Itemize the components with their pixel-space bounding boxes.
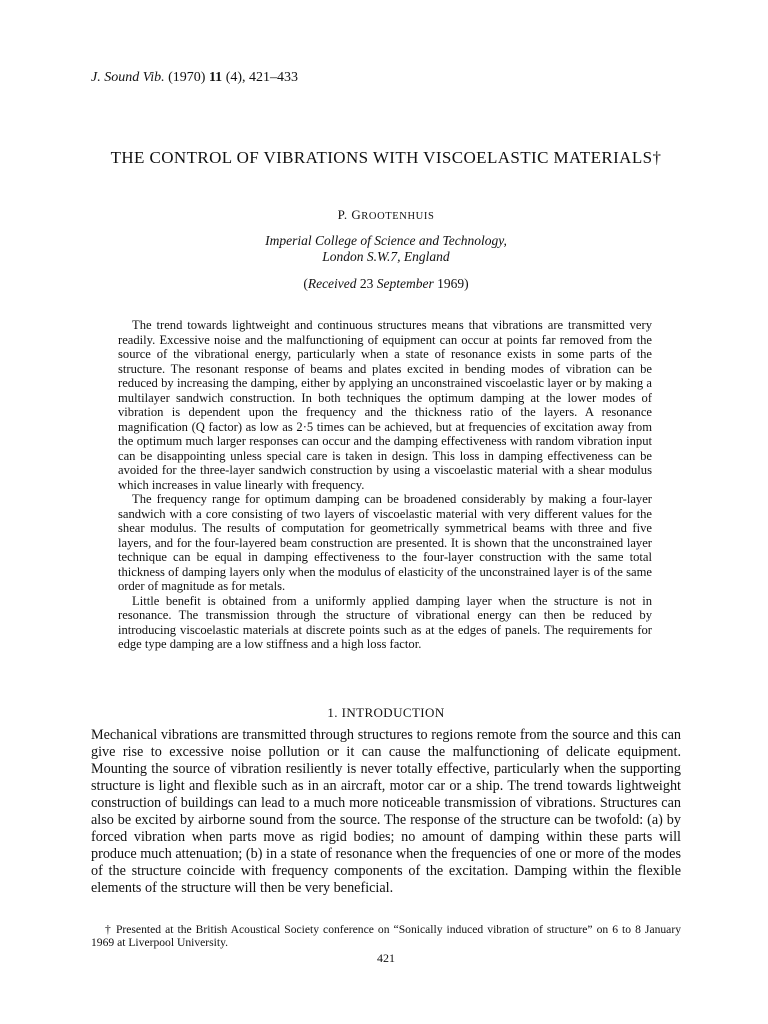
affiliation [100, 233, 672, 265]
author-surname: ROOTENHUIS [361, 211, 435, 222]
author-initial: P. G [337, 207, 362, 222]
introduction-paragraph: Mechanical vibrations are transmitted through structures to regions remote from the source and this can give rise to excessive noise pollution or it can cause the malfunctioning of delicate equipment. Mounting the source of vibration resiliently is never totally effective, particularly when the supporting structure is light and flexible such as in an aircraft, motor car or a ship. The trend towards lightweight construction of buildings can lead to a much more noticeable transmission of vibrations. Structures can also be excited by airborne sound from the source. The response of the structure can be twofold: (a) by forced vibration when parts move as rigid bodies; no amount of damping within these parts will produce much attenuation; (b) in a state of resonance when the frequencies of one or more of the modes of the structure coincide with frequency components of the excitation. Damping within the flexible elements of the structure will then be very beneficial. [91, 727, 681, 896]
received-open: ( [303, 276, 308, 291]
footnote-text: † Presented at the British Acoustical Society conference on “Sonically induced vibration of structure” on 6 to 8 January 1969 at Liverpool University. [91, 923, 681, 949]
journal-name: J. Sound Vib. [91, 70, 165, 85]
affiliation-line-1: Imperial College of Science and Technology, [265, 233, 507, 248]
journal-issue-pages: (4), 421–433 [225, 70, 299, 85]
abstract-paragraph-2: The frequency range for optimum damping can be broadened considerably by making a four-layer sandwich with a core consisting of two layers of viscoelastic material with very different values for the shear modulus. The results of computation for geometrically symmetrical beams with three and five layers, and for the four-layered beam construction are presented. It is shown that the unconstrained layer technique can be equal in damping effectiveness to the four-layer construction with the same total thickness of damping layers only when the modulus of elasticity of the unconstrained layer is of the same order of magnitude as for metals. [118, 492, 652, 593]
page-number: 421 [377, 951, 395, 965]
received-year: 1969) [433, 276, 469, 291]
introduction-body [91, 727, 681, 897]
journal-volume: 11 [208, 70, 223, 85]
author-name [100, 207, 672, 223]
section-heading-introduction: 1. INTRODUCTION [327, 705, 445, 720]
journal-citation [91, 70, 298, 86]
abstract [118, 318, 652, 652]
journal-year: (1970) [168, 70, 206, 85]
affiliation-line-2: London S.W.7, England [322, 249, 450, 264]
abstract-paragraph-3: Little benefit is obtained from a uniformly applied damping layer when the structure is not in resonance. The transmission through the structure of vibrational energy can then be reduced by introducing viscoelastic materials at discrete points such as at the edges of panels. The requirements for edge type damping are a low stiffness and a high loss factor. [118, 593, 652, 651]
footnote [91, 923, 681, 949]
received-day: 23 [356, 276, 377, 291]
received-date [100, 276, 672, 292]
received-month: September [376, 276, 434, 291]
received-label: Received [307, 276, 357, 291]
paper-title: THE CONTROL OF VIBRATIONS WITH VISCOELASTIC MATERIALS† [110, 148, 662, 167]
abstract-paragraph-1: The trend towards lightweight and continuous structures means that vibrations are transmitted very readily. Excessive noise and the malfunctioning of equipment can occur at points far removed from the source of the vibrational energy, particularly when a state of resonance exists in some parts of the structure. The resonant response of beams and plates excited in bending modes of vibration can be reduced by increasing the damping, either by applying an unconstrained viscoelastic layer or by making a multilayer sandwich construction. In both techniques the optimum damping at the lower modes of vibration is dependent upon the frequency and the thickness ratio of the layers. A resonance magnification (Q factor) as low as 2·5 times can be achieved, but at frequencies of excitation away from the optimum much larger responses can occur and the damping effectiveness with random vibration input can be disappointing unless special care is taken in design. This loss in damping effectiveness can be avoided for the three-layer sandwich construction by using a viscoelastic material with a shear modulus which increases in value linearly with frequency. [118, 318, 652, 492]
